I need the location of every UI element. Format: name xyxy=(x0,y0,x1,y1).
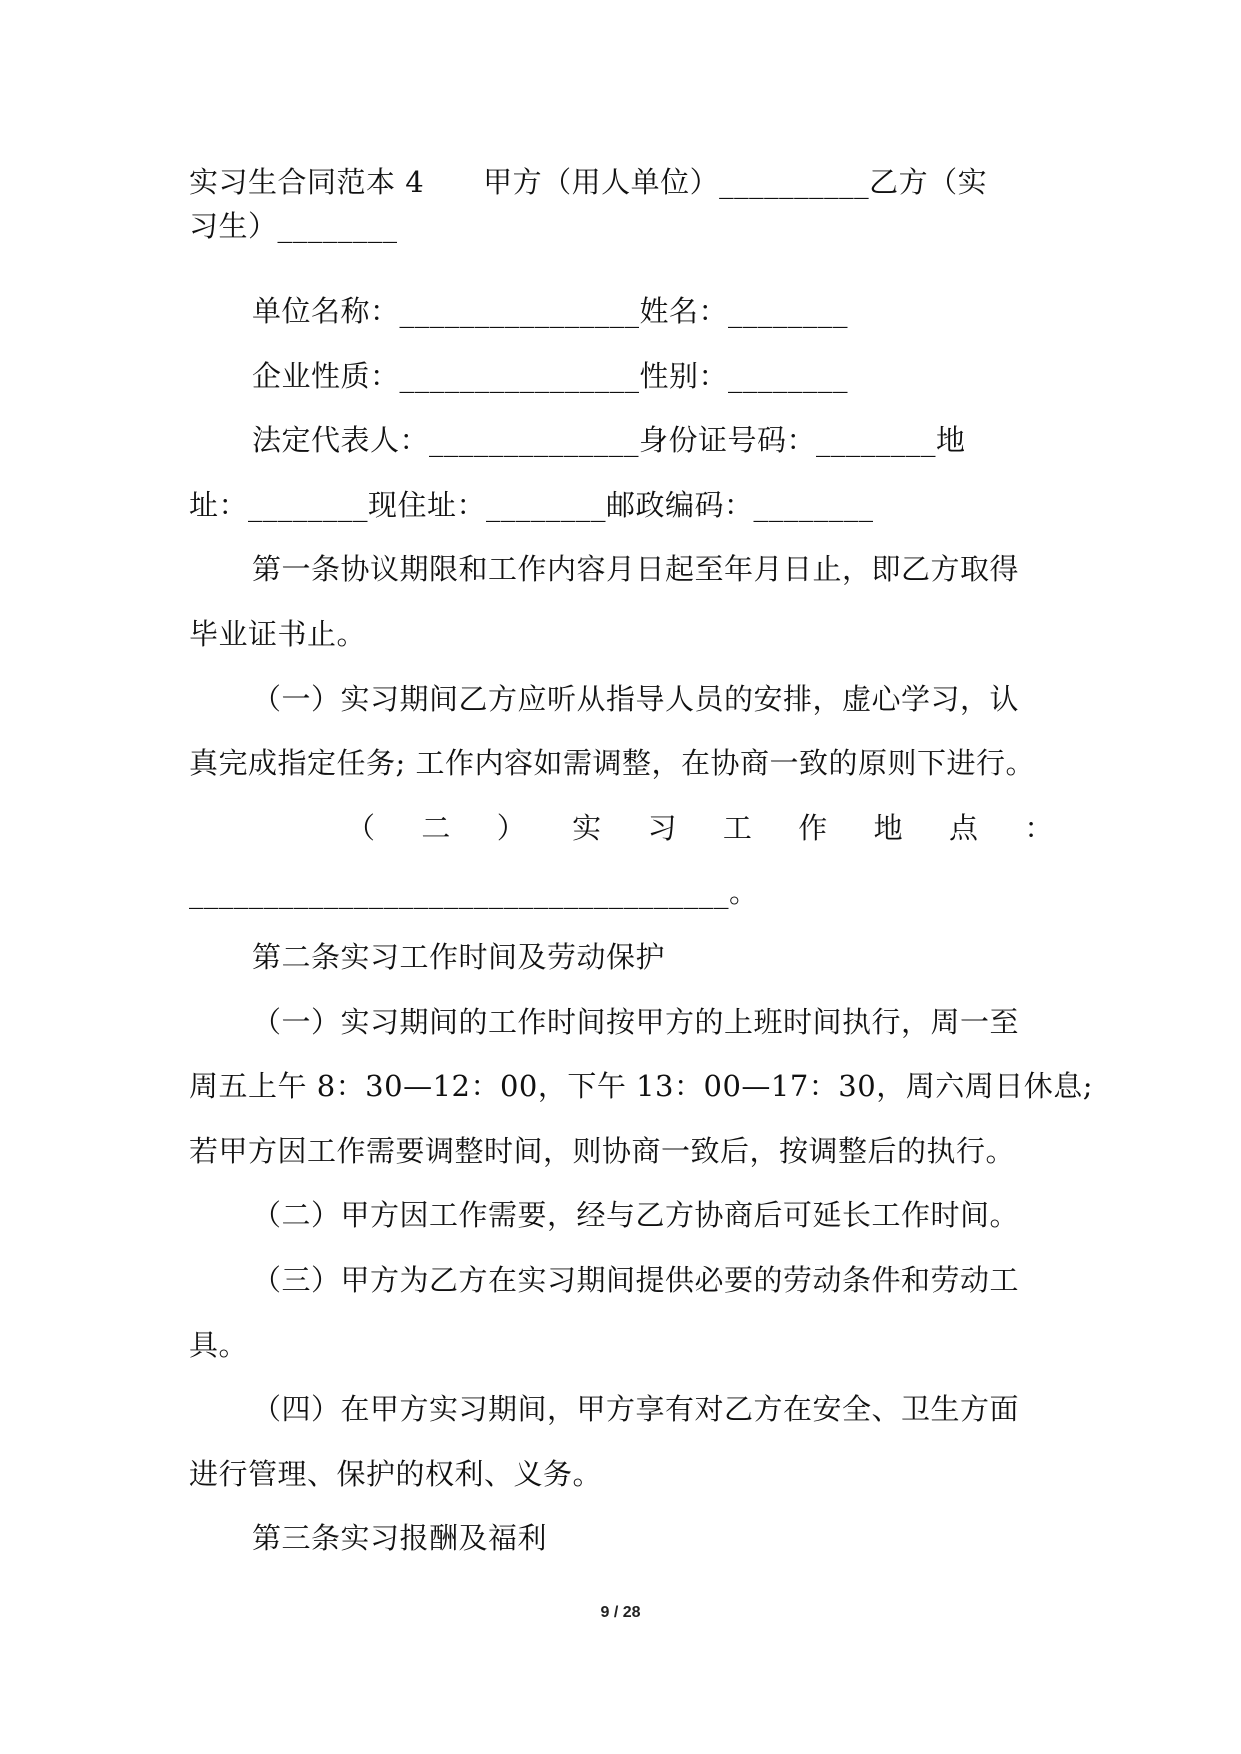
text-line: （二）甲方因工作需要，经与乙方协商后可延长工作时间。 xyxy=(252,1198,1020,1232)
spread-char: 工 xyxy=(722,811,753,845)
spread-char: ： xyxy=(1024,811,1054,845)
text-line: 进行管理、保护的权利、义务。 xyxy=(189,1457,603,1491)
text-line: 单位名称：________________姓名：________ xyxy=(252,294,849,328)
spread-heading-line xyxy=(346,808,1054,848)
text-line: 习生）________ xyxy=(189,209,398,243)
text-line: （一）实习期间的工作时间按甲方的上班时间执行，周一至 xyxy=(252,1005,1020,1039)
text-line: （三）甲方为乙方在实习期间提供必要的劳动条件和劳动工 xyxy=(252,1263,1020,1297)
spread-char: 作 xyxy=(798,811,828,845)
spread-char: 实 xyxy=(572,811,602,845)
text-line: 企业性质：________________性别：________ xyxy=(252,359,849,393)
text-line: 毕业证书止。 xyxy=(189,617,367,651)
text-line: 真完成指定任务; 工作内容如需调整，在协商一致的原则下进行。 xyxy=(189,746,1035,780)
text-line: ____________________________________。 xyxy=(189,875,759,909)
section-heading: 第二条实习工作时间及劳动保护 xyxy=(252,940,666,974)
spread-char: 习 xyxy=(647,811,678,845)
spread-char: （ xyxy=(346,811,376,845)
text-line: 具。 xyxy=(189,1328,249,1362)
text-line: （一）实习期间乙方应听从指导人员的安排，虚心学习，认 xyxy=(252,682,1020,716)
page-number: 9 / 28 xyxy=(600,1604,641,1621)
spread-char: 地 xyxy=(873,811,904,845)
text-line: 实习生合同范本 4 甲方（用人单位）__________乙方（实 xyxy=(189,165,988,199)
spread-char: 二 xyxy=(421,811,451,845)
spread-char: ） xyxy=(496,811,527,845)
section-heading: 第三条实习报酬及福利 xyxy=(252,1521,548,1555)
text-line: 若甲方因工作需要调整时间，则协商一致后，按调整后的执行。 xyxy=(189,1134,1016,1168)
text-line: 法定代表人：______________身份证号码：________地 xyxy=(252,423,966,457)
spread-char: 点 xyxy=(949,811,979,845)
text-line: （四）在甲方实习期间，甲方享有对乙方在安全、卫生方面 xyxy=(252,1392,1020,1426)
text-line: 址：________现住址：________邮政编码：________ xyxy=(189,488,874,522)
text-line: 第一条协议期限和工作内容月日起至年月日止，即乙方取得 xyxy=(252,552,1020,586)
text-line: 周五上午 8：30—12：00，下午 13：00—17：30，周六周日休息; xyxy=(189,1069,1093,1103)
